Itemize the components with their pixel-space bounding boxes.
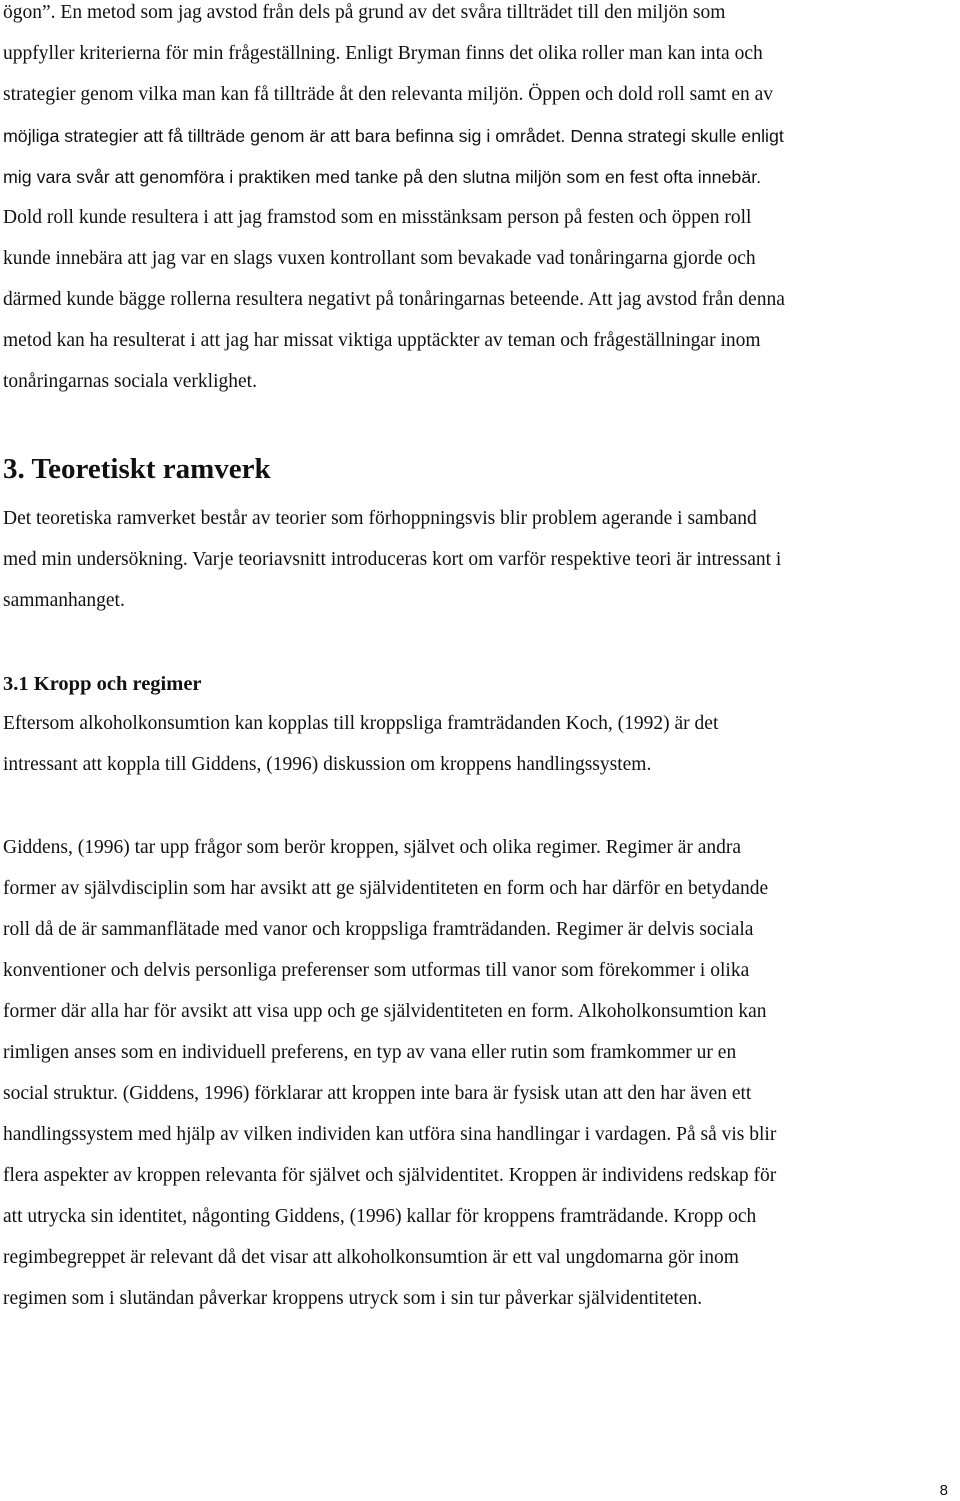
section31-body-line: flera aspekter av kroppen relevanta för självet och självidentitet. Kroppen är individens redskap för	[3, 1165, 777, 1186]
intro-line: metod kan ha resulterat i att jag har missat viktiga upptäckter av teman och frågeställningar inom	[3, 330, 761, 351]
intro-line: mig vara svår att genomföra i praktiken med tanke på den slutna miljön som en fest ofta innebär.	[3, 167, 762, 187]
intro-line: uppfyller kriterierna för min frågeställning. Enligt Bryman finns det olika roller man kan inta och	[3, 43, 763, 64]
intro-line: kunde innebära att jag var en slags vuxen kontrollant som bevakade vad tonåringarna gjorde och	[3, 248, 756, 269]
section-heading: 3. Teoretiskt ramverk	[3, 453, 271, 485]
section31-body-line: regimbegreppet är relevant då det visar att alkoholkonsumtion är ett val ungdomarna gör inom	[3, 1247, 739, 1268]
section31-body-line: handlingssystem med hjälp av vilken individen kan utföra sina handlingar i vardagen. På så vis blir	[3, 1124, 777, 1145]
section3-line: Det teoretiska ramverket består av teorier som förhoppningsvis blir problem agerande i samband	[3, 508, 757, 529]
intro-line: Dold roll kunde resultera i att jag framstod som en misstänksam person på festen och öppen roll	[3, 207, 752, 228]
section31-intro-line: intressant att koppla till Giddens, (1996) diskussion om kroppens handlingssystem.	[3, 754, 652, 775]
section31-body-line: roll då de är sammanflätade med vanor och kroppsliga framträdanden. Regimer är delvis sociala	[3, 919, 754, 940]
section31-body-line: former av självdisciplin som har avsikt att ge självidentiteten en form och har därför en betydande	[3, 878, 769, 899]
section3-line: med min undersökning. Varje teoriavsnitt introduceras kort om varför respektive teori är intressant i	[3, 549, 782, 570]
intro-line: ögon”. En metod som jag avstod från dels på grund av det svåra tillträdet till den miljön som	[3, 2, 726, 23]
intro-line: strategier genom vilka man kan få tillträde åt den relevanta miljön. Öppen och dold roll samt en av	[3, 84, 774, 105]
section31-body-line: konventioner och delvis personliga preferenser som utformas till vanor som förekommer i olika	[3, 960, 750, 981]
page-number: 8	[939, 1482, 948, 1499]
subsection-heading: 3.1 Kropp och regimer	[3, 673, 202, 695]
section3-line: sammanhanget.	[3, 590, 125, 611]
section31-body-line: regimen som i slutändan påverkar kroppens utryck som i sin tur påverkar självidentiteten.	[3, 1288, 703, 1309]
section31-body-line: social struktur. (Giddens, 1996) förklarar att kroppen inte bara är fysisk utan att den har även ett	[3, 1083, 752, 1104]
intro-line: möjliga strategier att få tillträde genom är att bara befinna sig i området. Denna strategi skulle enligt	[3, 126, 784, 146]
intro-line: tonåringarnas sociala verklighet.	[3, 371, 257, 392]
intro-line: därmed kunde bägge rollerna resultera negativt på tonåringarnas beteende. Att jag avstod från denna	[3, 289, 785, 310]
section31-body-line: att utrycka sin identitet, någonting Giddens, (1996) kallar för kroppens framträdande. Kropp och	[3, 1206, 757, 1227]
section31-body-line: former där alla har för avsikt att visa upp och ge självidentiteten en form. Alkoholkonsumtion kan	[3, 1001, 767, 1022]
section31-body-line: rimligen anses som en individuell preferens, en typ av vana eller rutin som framkommer ur en	[3, 1042, 737, 1063]
section31-body-line: Giddens, (1996) tar upp frågor som berör kroppen, självet och olika regimer. Regimer är andra	[3, 837, 742, 858]
section31-intro-line: Eftersom alkoholkonsumtion kan kopplas till kroppsliga framträdanden Koch, (1992) är det	[3, 713, 719, 734]
